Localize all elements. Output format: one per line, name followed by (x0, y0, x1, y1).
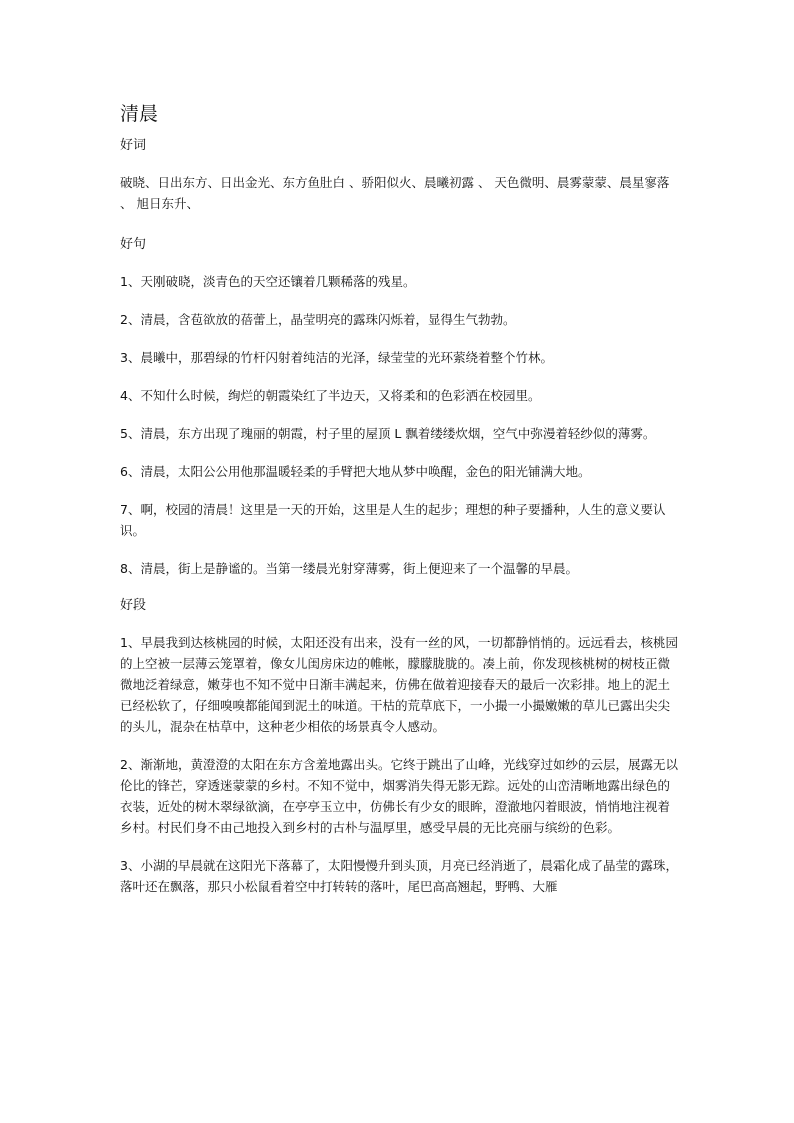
words-list: 破晓、日出东方、日出金光、东方鱼肚白 、骄阳似火、晨曦初露 、 天色微明、晨雾蒙蒙、晨星寥落 、 旭日东升、 (120, 175, 670, 211)
sentence-item: 4、不知什么时候，绚烂的朝霞染红了半边天，又将柔和的色彩洒在校园里。 (120, 388, 541, 403)
paragraph-item: 2、渐渐地，黄澄澄的太阳在东方含羞地露出头。它终于跳出了山峰，光线穿过如纱的云层，展露无以伦比的锋芒，穿透迷蒙蒙的乡村。不知不觉中，烟雾消失得无影无踪。远处的山峦清晰地露出绿色的衣装，近处的树木翠绿欲滴，在亭亭玉立中，仿佛长有少女的眼眸，澄澈地闪着眼波，悄悄地注视着乡村。村民们身不由己地投入到乡村的古朴与温厚里，感受早晨的无比亮丽与缤纷的色彩。 (120, 757, 678, 835)
sentences-heading: 好句 (120, 237, 147, 252)
sentence-item: 3、晨曦中，那碧绿的竹杆闪射着纯洁的光泽，绿莹莹的光环萦绕着整个竹林。 (120, 350, 553, 365)
paragraphs-heading: 好段 (120, 598, 147, 613)
sentence-item: 7、啊，校园的清晨！这里是一天的开始，这里是人生的起步；理想的种子要播种，人生的意义要认识。 (120, 502, 666, 538)
paragraph-item: 3、小湖的早晨就在这阳光下落幕了，太阳慢慢升到头顶，月亮已经消逝了，晨霜化成了晶莹的露珠，落叶还在飘落，那只小松鼠看着空中打转转的落叶，尾巴高高翘起，野鸭、大雁 (120, 858, 678, 894)
paragraph-item: 1、早晨我到达核桃园的时候，太阳还没有出来，没有一丝的风，一切都静悄悄的。远远看去，核桃园的上空被一层薄云笼罩着，像女儿闺房床边的帷帐，朦朦胧胧的。凑上前，你发现核桃树的树枝正微微地泛着绿意，嫩芽也不知不觉中日渐丰满起来，仿佛在做着迎接春天的最后一次彩排。地上的泥土已经松软了，仔细嗅嗅都能闻到泥土的味道。干枯的荒草底下，一小撮一小撮嫩嫩的草儿已露出尖尖的头儿，混杂在枯草中，这种老少相依的场景真令人感动。 (120, 635, 678, 734)
sentence-item: 1、天刚破晓，淡青色的天空还镶着几颗稀落的残星。 (120, 274, 416, 289)
sentence-item: 6、清晨，太阳公公用他那温暖轻柔的手臂把大地从梦中唤醒，金色的阳光铺满大地。 (120, 464, 591, 479)
document-page (120, 100, 682, 897)
sentence-item: 8、清晨，街上是静谧的。当第一缕晨光射穿薄雾，街上便迎来了一个温馨的早晨。 (120, 561, 578, 576)
words-heading: 好词 (120, 138, 147, 153)
sentence-item: 2、清晨，含苞欲放的蓓蕾上，晶莹明亮的露珠闪烁着，显得生气勃勃。 (120, 312, 516, 327)
sentence-item: 5、清晨，东方出现了瑰丽的朝霞，村子里的屋顶 L 飘着缕缕炊烟，空气中弥漫着轻纱似的薄雾。 (120, 426, 656, 441)
document-title: 清晨 (120, 103, 159, 125)
